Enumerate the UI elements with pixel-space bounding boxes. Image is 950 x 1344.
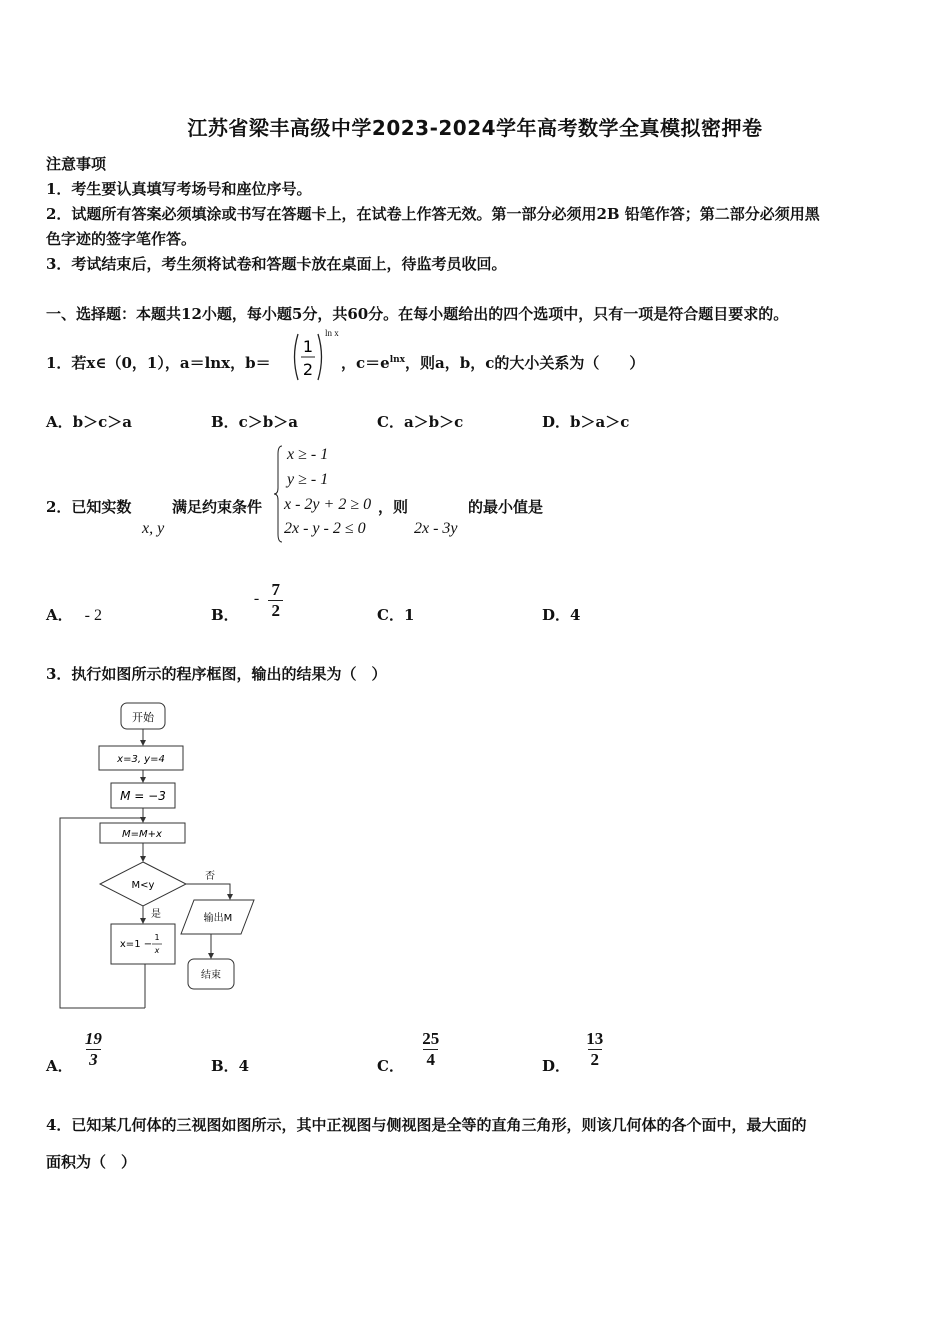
q3-option-c-den: 4: [423, 1049, 438, 1070]
notice-item-3: 3．考试结束后，考生须将试卷和答题卡放在桌面上，待监考员收回。: [46, 255, 507, 273]
q1-option-a[interactable]: A．b＞c＞a: [46, 413, 132, 431]
q2-prefix: 2．已知实数: [46, 498, 132, 516]
q2-option-c[interactable]: C．1: [377, 606, 415, 624]
q3-option-c-num: 25: [422, 1029, 440, 1048]
q2-constraint-2: y ≥ - 1: [287, 471, 329, 488]
q2-constraint-label: 满足约束条件: [172, 498, 263, 516]
q3-option-d-num: 13: [586, 1029, 604, 1048]
q2-option-b-den: 2: [268, 600, 283, 621]
q4-line-2: 面积为（ ）: [46, 1153, 137, 1171]
q1-c-text: ，c＝e: [341, 354, 390, 372]
q3-option-c-frac: [419, 1029, 442, 1070]
section-heading: 一、选择题：本题共12小题，每小题5分，共60分。在每小题给出的四个选项中，只有一项是符合题目要求的。: [46, 305, 789, 323]
flow-update: M=M+x: [122, 829, 162, 840]
q3-option-d[interactable]: [542, 1029, 606, 1076]
q2-expression: 2x - 3y: [414, 520, 458, 537]
q2-brace: [272, 444, 284, 544]
q3-option-a-label: A．: [46, 1057, 73, 1075]
flow-cond: M<y: [131, 880, 155, 891]
flow-yes: 是: [151, 909, 161, 920]
q2-constraint-3: x - 2y + 2 ≥ 0: [284, 496, 372, 513]
q2-suffix: 的最小值是: [468, 498, 544, 516]
q1-suffix: ，则a，b，c的大小关系为（ ）: [405, 354, 645, 372]
notice-heading: 注意事项: [46, 155, 107, 173]
q3-option-a[interactable]: [46, 1029, 105, 1076]
q3-option-c-label: C．: [377, 1057, 404, 1075]
flow-output: 输出M: [203, 913, 233, 924]
q2-option-b-sign: -: [253, 590, 260, 607]
q3-option-b[interactable]: B．4: [211, 1057, 250, 1075]
q3-text: 3．执行如图所示的程序框图，输出的结果为（ ）: [46, 665, 387, 683]
q1-paren-frac: [290, 332, 326, 382]
flow-start: 开始: [132, 711, 154, 724]
q1-option-c[interactable]: C．a＞b＞c: [377, 413, 464, 431]
q1-prefix: 1．若x∈（0，1），a＝lnx，b＝: [46, 354, 271, 372]
q4-line-1: 4．已知某几何体的三视图如图所示，其中正视图与侧视图是全等的直角三角形，则该几何体的各个面中，最大面的: [46, 1116, 807, 1134]
q2-option-a-value: - 2: [84, 607, 102, 624]
q1-option-d[interactable]: D．b＞a＞c: [542, 413, 630, 431]
notice-item-1: 1．考生要认真填写考场号和座位序号。: [46, 180, 312, 198]
q1-exponent: ln x: [325, 328, 339, 338]
q3-option-a-frac: [82, 1029, 105, 1070]
q2-option-b-frac: [268, 580, 283, 621]
q2-constraint-4: 2x - y - 2 ≤ 0: [284, 520, 366, 537]
flow-assign-num: 1: [154, 933, 160, 942]
q3-option-c[interactable]: [377, 1029, 442, 1076]
q1-c-exp: lnx: [389, 355, 406, 365]
q3-option-d-frac: [583, 1029, 606, 1070]
q3-flowchart: [50, 695, 270, 1020]
flow-assign-den: x: [154, 946, 160, 955]
flow-assign-prefix: x=1 −: [119, 939, 153, 950]
q2-option-d[interactable]: D．4: [542, 606, 581, 624]
q2-option-b-num: 7: [271, 580, 280, 599]
flow-end: 结束: [201, 970, 221, 981]
flow-m-init: M = −3: [120, 789, 166, 803]
notice-item-2: 2．试题所有答案必须填涂或书写在答题卡上，在试卷上作答无效。第一部分必须用2B 铅笔作答；第二部分必须用黑: [46, 205, 820, 223]
q2-option-a-label: A．: [46, 606, 73, 624]
q2-then: ，则: [378, 498, 409, 516]
q2-option-b[interactable]: [211, 580, 283, 625]
q2-constraint-1: x ≥ - 1: [287, 446, 329, 463]
q3-option-d-den: 2: [588, 1049, 603, 1070]
notice-item-2-cont: 色字迹的签字笔作答。: [46, 230, 197, 248]
q3-option-a-den: 3: [86, 1049, 101, 1070]
flow-init: x=3, y=4: [117, 754, 165, 765]
q1-frac-num: 1: [302, 337, 314, 356]
flow-no: 否: [205, 871, 215, 882]
q2-option-b-label: B．: [211, 606, 239, 624]
q3-option-a-num: 19: [84, 1029, 102, 1048]
page-title: 江苏省梁丰高级中学2023-2024学年高考数学全真模拟密押卷: [187, 116, 763, 140]
q1-c-def: [341, 352, 644, 373]
q3-option-d-label: D．: [542, 1057, 571, 1075]
q1-frac-den: 2: [302, 360, 314, 379]
q2-vars: x, y: [142, 520, 165, 537]
q2-option-a[interactable]: [46, 604, 102, 625]
q1-option-b[interactable]: B．c＞b＞a: [211, 413, 299, 431]
